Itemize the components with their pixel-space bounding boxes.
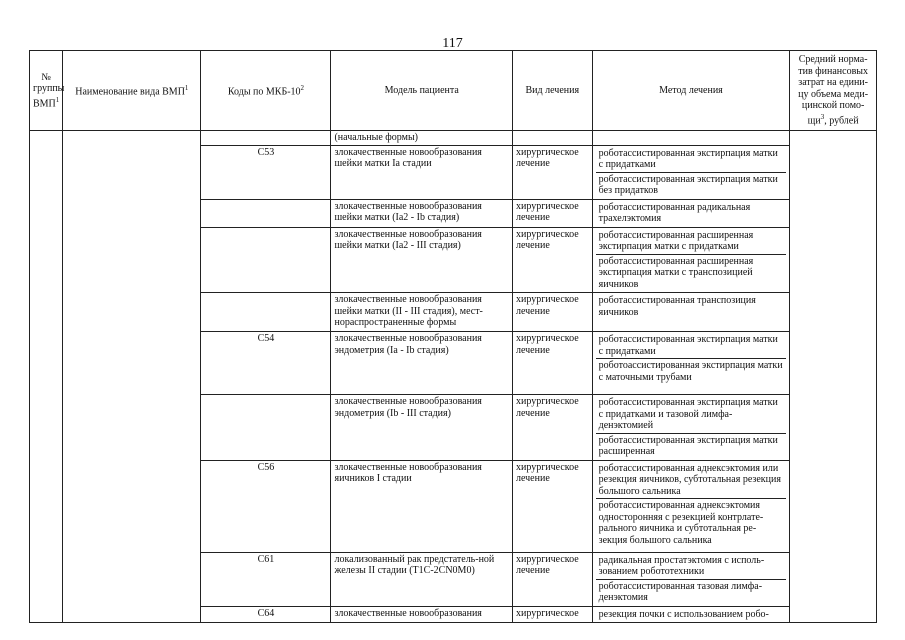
method-item: радикальная простатэктомия с исполь-зованием робототехники — [596, 554, 787, 580]
icd-code-cell — [201, 131, 331, 146]
header-avg-cost: Средний норма-тив финансовых затрат на едини-цу объема меди-цинской помо-$щи^3$, рублей — [790, 51, 877, 131]
header-icd-codes: Коды по МКБ-$10^2$ — [201, 51, 331, 131]
method-item: резекция почки с использованием робо- — [598, 608, 769, 620]
treatment-method-cell — [592, 131, 790, 146]
treatment-method-cell — [592, 293, 790, 332]
vmp-name-cell — [63, 131, 201, 623]
method-item: роботассистированная тазовая лимфа-денэктомия — [598, 580, 763, 603]
treatment-method-cell — [592, 332, 790, 395]
method-item: роботассистированная транспозиция яичников — [598, 295, 756, 318]
page-number: 117 — [442, 36, 463, 51]
treatment-method-cell — [592, 227, 790, 293]
icd-code-cell: C53 — [201, 145, 331, 199]
method-item: роботассистированная экстирпация матки с придатками и тазовой лимфа-денэктомией — [596, 396, 787, 434]
icd-code-cell: C56 — [201, 460, 331, 552]
method-item: роботассистированная экстирпация матки расширенная — [598, 434, 778, 457]
treatment-type-cell: хирургическое лечение — [512, 460, 592, 552]
method-item: роботассистированная экстирпация матки с придатками — [596, 333, 787, 359]
table-header-row — [30, 51, 877, 131]
header-vmp-name: Наименование вида ВМП$^1$ — [63, 51, 201, 131]
treatment-method-cell — [592, 395, 790, 461]
method-item: роботассистированная расширенная экстирпация матки с придатками — [596, 229, 787, 255]
treatment-method-cell — [592, 552, 790, 606]
icd-code-cell — [201, 293, 331, 332]
method-item: роботассистированная экстирпация матки без придатков — [598, 173, 778, 196]
avg-cost-cell — [790, 131, 877, 623]
method-item: роботассистированная экстирпация матки с придатками — [596, 147, 787, 173]
table-row — [30, 131, 877, 146]
treatment-type-cell: хирургическое лечение — [512, 395, 592, 461]
patient-model-cell: злокачественные новообразования — [331, 606, 513, 623]
patient-model-cell: злокачественные новообразования шейки матки (Ia2 - III стадия) — [331, 227, 513, 293]
treatment-type-cell — [512, 131, 592, 146]
treatment-method-cell — [592, 199, 790, 227]
patient-model-cell: злокачественные новообразования шейки матки (Ia2 - Ib стадия) — [331, 199, 513, 227]
vmp-table — [29, 50, 877, 623]
treatment-type-cell: хирургическое — [512, 606, 592, 623]
method-item: роботассистированная радикальная трахелэктомия — [598, 201, 751, 224]
icd-code-cell: C64 — [201, 606, 331, 623]
icd-code-cell — [201, 199, 331, 227]
header-group-no: № группы ВМП$^1$ — [30, 51, 63, 131]
treatment-type-cell: хирургическое лечение — [512, 199, 592, 227]
icd-code-cell — [201, 395, 331, 461]
header-treatment-method: Метод лечения — [592, 51, 790, 131]
header-treatment-type: Вид лечения — [512, 51, 592, 131]
patient-model-cell: злокачественные новообразования шейки матки (II - III стадия), мест-нораспространенные формы — [331, 293, 513, 332]
treatment-type-cell: хирургическое лечение — [512, 332, 592, 395]
patient-model-cell: злокачественные новообразования яичников I стадии — [331, 460, 513, 552]
treatment-method-cell — [592, 606, 790, 623]
method-item: роботоассистированная экстирпация матки с маточными трубами — [598, 360, 783, 383]
patient-model-cell: злокачественные новообразования шейки матки Ia стадии — [331, 145, 513, 199]
treatment-type-cell: хирургическое лечение — [512, 227, 592, 293]
icd-code-cell: C54 — [201, 332, 331, 395]
method-item: роботассистированная расширенная экстирпация матки с транспозицией яичников — [598, 255, 754, 290]
treatment-method-cell — [592, 460, 790, 552]
group-no-cell — [30, 131, 63, 623]
method-item: роботассистированная аднексэктомия односторонняя с резекцией контрлате-рального яичника и субтотальная ре-зекция большого сальника — [598, 500, 764, 546]
icd-code-cell: C61 — [201, 552, 331, 606]
patient-model-cell: (начальные формы) — [331, 131, 513, 146]
patient-model-cell: злокачественные новообразования эндометрия (Ia - Ib стадия) — [331, 332, 513, 395]
patient-model-cell: злокачественные новообразования эндометрия (Ib - III стадия) — [331, 395, 513, 461]
patient-model-cell: локализованный рак предстатель-ной железы II стадии (T1C-2CN0M0) — [331, 552, 513, 606]
treatment-type-cell: хирургическое лечение — [512, 552, 592, 606]
treatment-type-cell: хирургическое лечение — [512, 145, 592, 199]
treatment-method-cell — [592, 145, 790, 199]
method-item: роботассистированная аднексэктомия или резекция яичников, субтотальная резекция большого сальника — [596, 462, 787, 500]
header-patient-model: Модель пациента — [331, 51, 513, 131]
treatment-type-cell: хирургическое лечение — [512, 293, 592, 332]
icd-code-cell — [201, 227, 331, 293]
